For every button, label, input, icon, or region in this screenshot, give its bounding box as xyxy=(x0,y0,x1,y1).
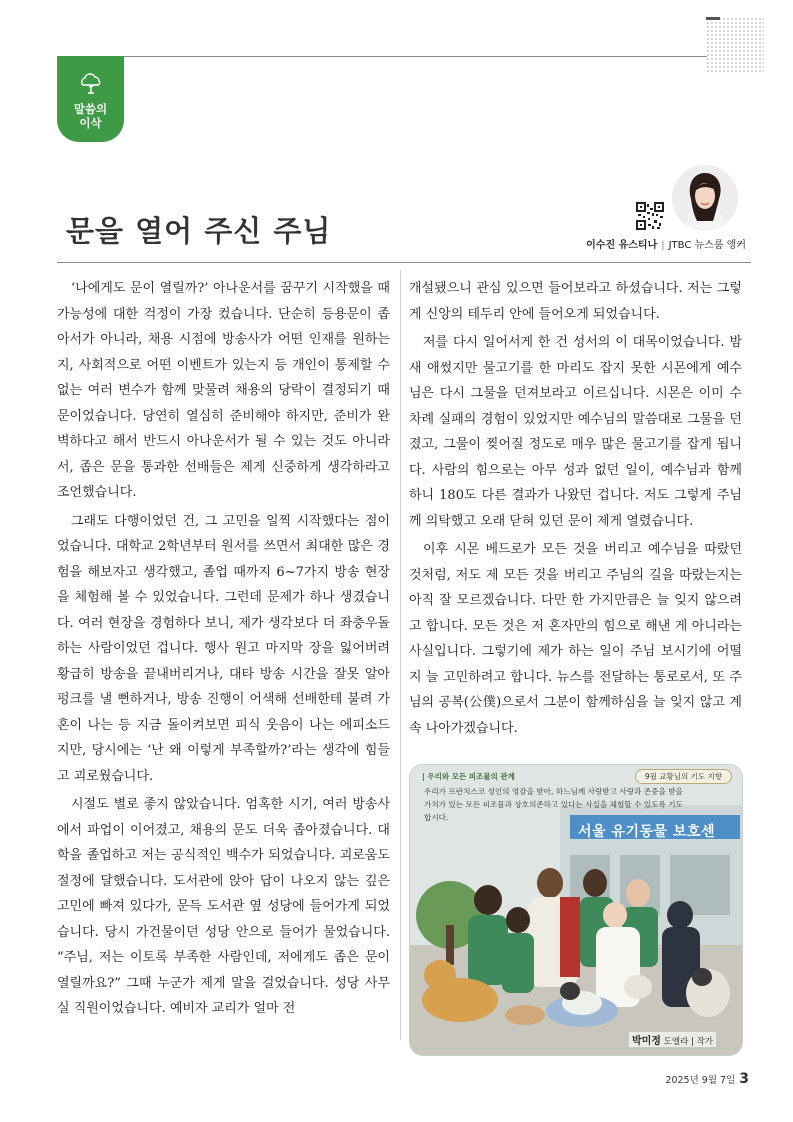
artist-baptismal-name: 도엘라 xyxy=(663,1037,689,1047)
header-rule xyxy=(57,262,751,263)
artist-credit xyxy=(629,1032,716,1047)
body-column-right xyxy=(409,276,742,744)
body-column-left xyxy=(57,276,390,1025)
illustration xyxy=(409,764,743,1056)
author-name: 이수진 유스티나 xyxy=(586,240,658,251)
shelter-sign: 서울 유기동물 보호센 xyxy=(578,824,715,840)
illustration-caption-title: | 우리와 모든 피조물의 관계 xyxy=(422,772,515,781)
paragraph: 시절도 별로 좋지 않았습니다. 엄혹한 시기, 여러 방송사에서 파업이 이어졌고, 채용의 문도 더욱 좁아졌습니다. 대학을 졸업하고 저는 공식적인 백수가 되었습니다. 괴로움도 절정에 달했습니다. 도서관에 앉아 답이 나오지 않는 깊은 고민에 빠져 있다가, 문득 도서관 옆 성당에 들어가게 되었습니다. 당시 가건물이던 성당 안으로 들어가 물었습니다. “주님, 저는 이토록 부족한 사람인데, 저에게도 좁은 문이 열릴까요?” 그때 누군가 제게 말을 걸었습니다. 성당 사무실 직원이었습니다. 예비자 교리가 얼마 전 xyxy=(57,797,390,1016)
prayer-intention-tag: 9월 교황님의 기도 지향 xyxy=(635,769,732,784)
section-badge xyxy=(57,56,124,142)
badge-label-line1: 말씀의 xyxy=(73,102,108,116)
artist-role: 작가 xyxy=(696,1037,713,1047)
artist-separator: | xyxy=(690,1037,694,1047)
tree-icon xyxy=(79,72,103,96)
paragraph: 개설됐으니 관심 있으면 들어보라고 하셨습니다. 저는 그렇게 신앙의 테두리 안에 들어오게 되었습니다. xyxy=(409,281,742,322)
byline xyxy=(586,236,746,251)
article-title: 문을 열어 주신 주님 xyxy=(66,214,332,248)
page-number: 3 xyxy=(739,1071,749,1087)
column-divider xyxy=(400,270,401,1040)
top-rule xyxy=(57,56,707,57)
byline-separator: | xyxy=(661,240,665,251)
paragraph: 그래도 다행이었던 건, 그 고민을 일찍 시작했다는 점이었습니다. 대학교 2학년부터 원서를 쓰면서 최대한 많은 경험을 해보자고 생각했고, 졸업 때까지 6~7가지 방송 현장을 체험해 볼 수 있었습니다. 그런데 문제가 하나 생겼습니다. 여러 현장을 경험하다 보니, 제가 생각보다 더 좌충우돌하는 사람이었던 겁니다. 행사 원고 마지막 장을 잃어버려 황급히 방송을 끝내버리거나, 대타 방송 시간을 잘못 알아 펑크를 낼 뻔하거나, 방송 진행이 어색해 선배한테 불려 가 혼이 나는 등 지금 돌이켜보면 피식 웃음이 나는 에피소드지만, 당시에는 ‘난 왜 이렇게 부족할까?’라는 생각에 힘들고 괴로웠습니다. xyxy=(57,513,390,784)
page-footer xyxy=(665,1071,749,1087)
issue-date: 2025년 9월 7일 xyxy=(665,1075,736,1086)
prayer-text: 우리가 프란치스코 성인의 영감을 받아, 하느님께 사랑받고 사랑과 존중을 받을 가치가 있는 모든 피조물과 상호의존하고 있다는 사실을 체험할 수 있도록 기도합시다. xyxy=(424,787,683,822)
artist-name: 박미정 xyxy=(631,1036,661,1047)
paragraph: 이후 시몬 베드로가 모든 것을 버리고 예수님을 따랐던 것처럼, 저도 제 모든 것을 버리고 주님의 길을 따랐는지는 아직 잘 모르겠습니다. 다만 한 가지만큼은 늘 잊지 않으려고 합니다. 모든 것은 저 혼자만의 힘으로 해낸 게 아니라는 사실입니다. 그렇기에 제가 하는 일이 주님 보시기에 어떨지 늘 고민하려고 합니다. 뉴스를 전달하는 통로로서, 또 주님의 공복(公僕)으로서 그분이 함께하심을 늘 잊지 않고 계속 나아가겠습니다. xyxy=(409,542,742,736)
paragraph: 저를 다시 일어서게 한 건 성서의 이 대목이었습니다. 밤새 애썼지만 물고기를 한 마리도 잡지 못한 시몬에게 예수님은 다시 그물을 던져보라고 이르십니다. 시몬은 이미 수차례 실패의 경험이 있었지만 예수님의 말씀대로 그물을 던졌고, 그물이 찢어질 정도로 매우 많은 물고기를 잡게 됩니다. 사람의 힘으로는 아무 성과 없던 일이, 예수님과 함께 하니 180도 다른 결과가 나왔던 겁니다. 저도 그렇게 주님께 의탁했고 오래 닫혀 있던 문이 제게 열렸습니다. xyxy=(409,335,742,529)
paragraph: ‘나에게도 문이 열릴까?’ 아나운서를 꿈꾸기 시작했을 때 가능성에 대한 걱정이 가장 컸습니다. 단순히 등용문이 좁아서가 아니라, 채용 시점에 방송사가 어떤 인재를 원하는지, 사회적으로 어떤 이벤트가 있는지 등 개인이 통제할 수 없는 여러 변수가 함께 맞물려 채용의 당락이 결정되기 때문이었습니다. 당연히 열심히 준비해야 하지만, 준비가 완벽하다고 해서 반드시 아나운서가 될 수 있는 것도 아니라서, 좁은 문을 통과한 선배들은 제게 신중하게 생각하라고 조언했습니다. xyxy=(57,281,390,500)
author-photo xyxy=(672,165,738,231)
corner-pattern xyxy=(706,17,764,73)
badge-label-line2: 이삭 xyxy=(79,116,102,130)
qr-code-icon xyxy=(636,202,664,230)
author-role: JTBC 뉴스룸 앵커 xyxy=(668,240,746,251)
